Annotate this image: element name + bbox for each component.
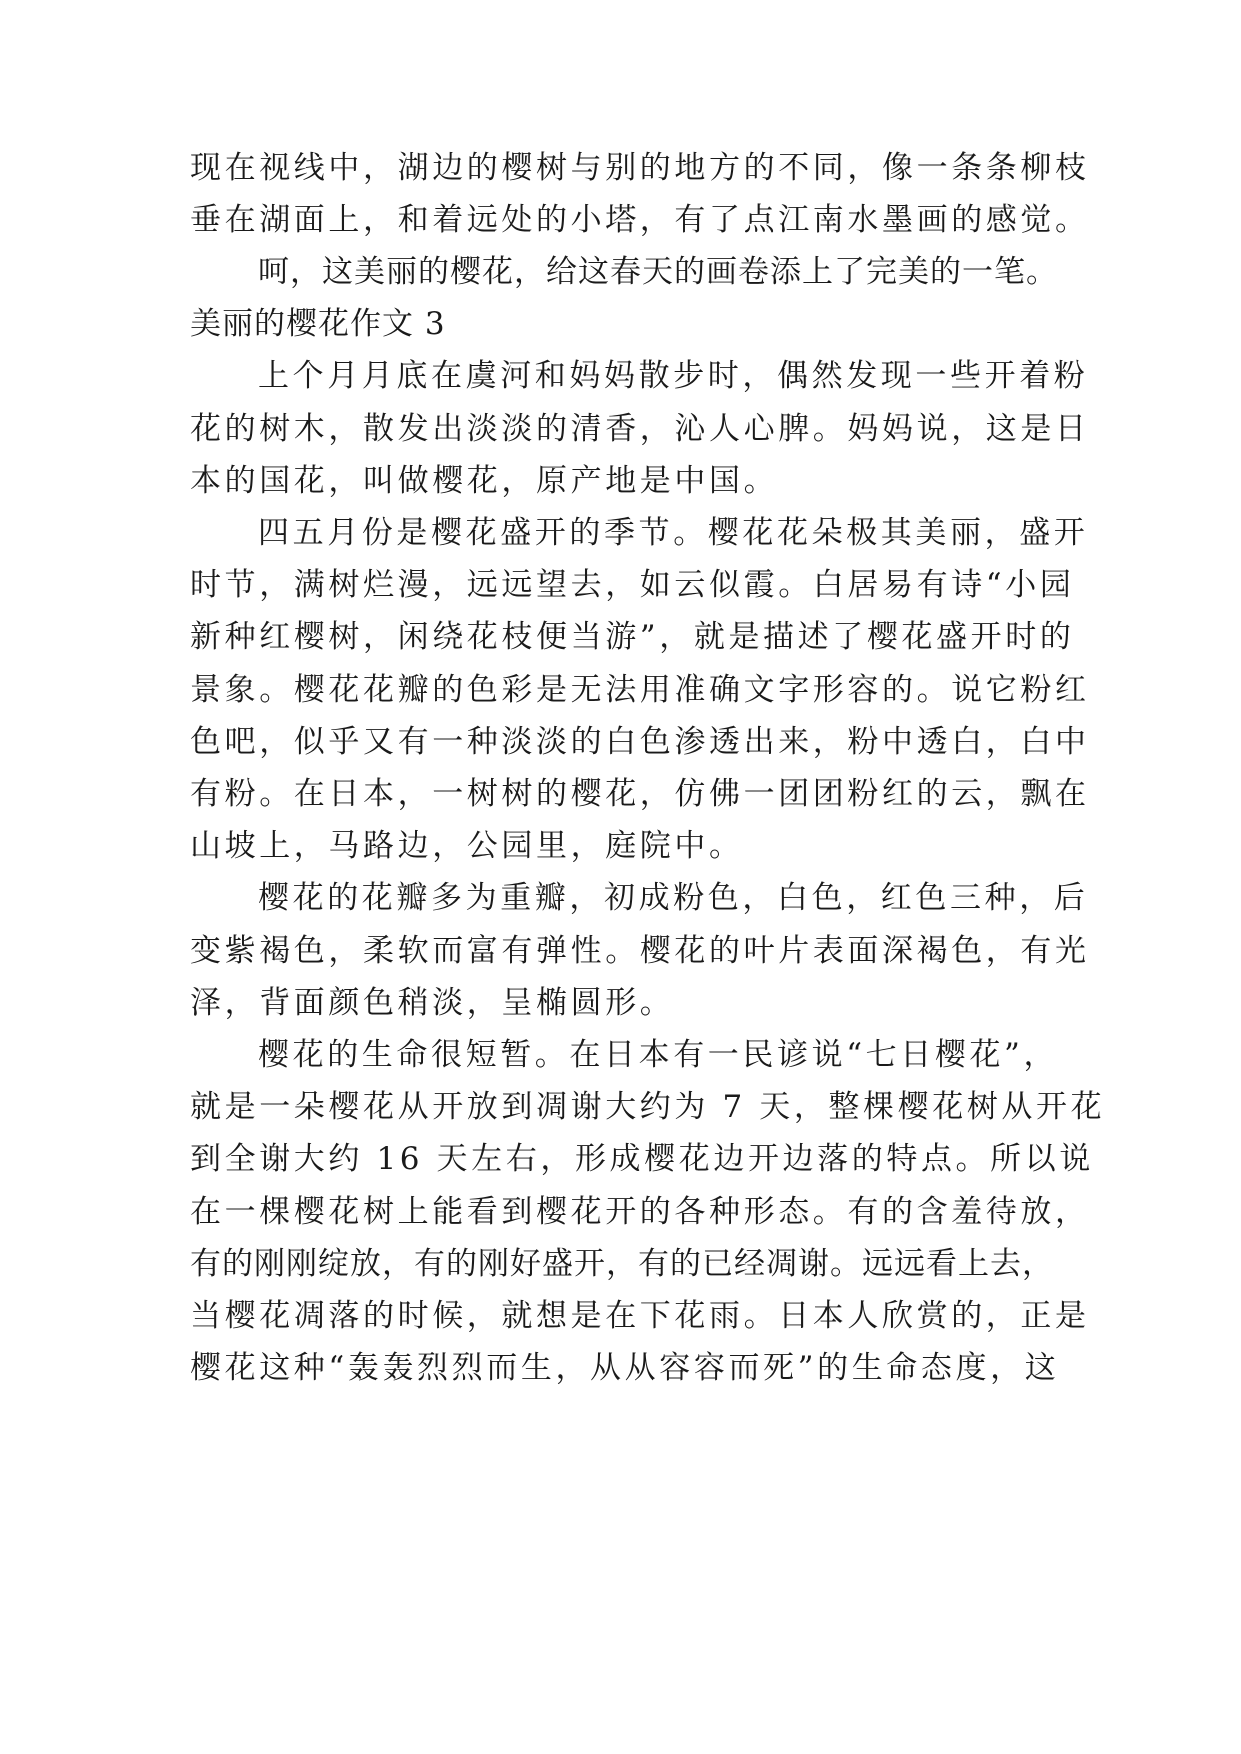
text-line: 色吧，似乎又有一种淡淡的白色渗透出来，粉中透白，白中 (190, 724, 1090, 760)
text-line: 呵，这美丽的樱花，给这春天的画卷添上了完美的一笔。 (258, 254, 1058, 290)
text-line: 四五月份是樱花盛开的季节。樱花花朵极其美丽，盛开 (258, 515, 1089, 551)
text-line: 现在视线中，湖边的樱树与别的地方的不同，像一条条柳枝 (190, 150, 1090, 186)
text-line: 到全谢大约 16 天左右，形成樱花边开边落的特点。所以说 (190, 1141, 1094, 1177)
text-line: 樱花的生命很短暂。在日本有一民谚说“七日樱花”， (258, 1037, 1059, 1073)
text-line: 就是一朵樱花从开放到凋谢大约为 7 天，整棵樱花树从开花 (190, 1089, 1106, 1125)
text-line: 变紫褐色，柔软而富有弹性。樱花的叶片表面深褐色，有光 (190, 933, 1090, 969)
text-line: 泽，背面颜色稍淡，呈椭圆形。 (190, 985, 675, 1021)
text-line: 时节，满树烂漫，远远望去，如云似霞。白居易有诗“小园 (190, 567, 1075, 603)
text-line: 有的刚刚绽放，有的刚好盛开，有的已经凋谢。远远看上去， (190, 1246, 1054, 1282)
text-line: 新种红樱树，闲绕花枝便当游”，就是描述了樱花盛开时的 (190, 619, 1075, 655)
text-line: 花的树木，散发出淡淡的清香，沁人心脾。妈妈说，这是日 (190, 411, 1090, 447)
text-line: 樱花这种“轰轰烈烈而生，从从容容而死”的生命态度，这 (190, 1350, 1060, 1386)
text-line: 垂在湖面上，和着远处的小塔，有了点江南水墨画的感觉。 (190, 202, 1090, 238)
text-line: 本的国花，叫做樱花，原产地是中国。 (190, 463, 779, 499)
section-heading: 美丽的樱花作文 3 (190, 306, 446, 342)
text-line: 当樱花凋落的时候，就想是在下花雨。日本人欣赏的，正是 (190, 1298, 1090, 1334)
text-line: 樱花的花瓣多为重瓣，初成粉色，白色，红色三种，后 (258, 880, 1089, 916)
text-line: 景象。樱花花瓣的色彩是无法用准确文字形容的。说它粉红 (190, 672, 1090, 708)
text-line: 山坡上，马路边，公园里，庭院中。 (190, 828, 744, 864)
text-line: 有粉。在日本，一树树的樱花，仿佛一团团粉红的云，飘在 (190, 776, 1090, 812)
text-line: 上个月月底在虞河和妈妈散步时，偶然发现一些开着粉 (258, 358, 1089, 394)
text-line: 在一棵樱花树上能看到樱花开的各种形态。有的含羞待放， (190, 1194, 1090, 1230)
